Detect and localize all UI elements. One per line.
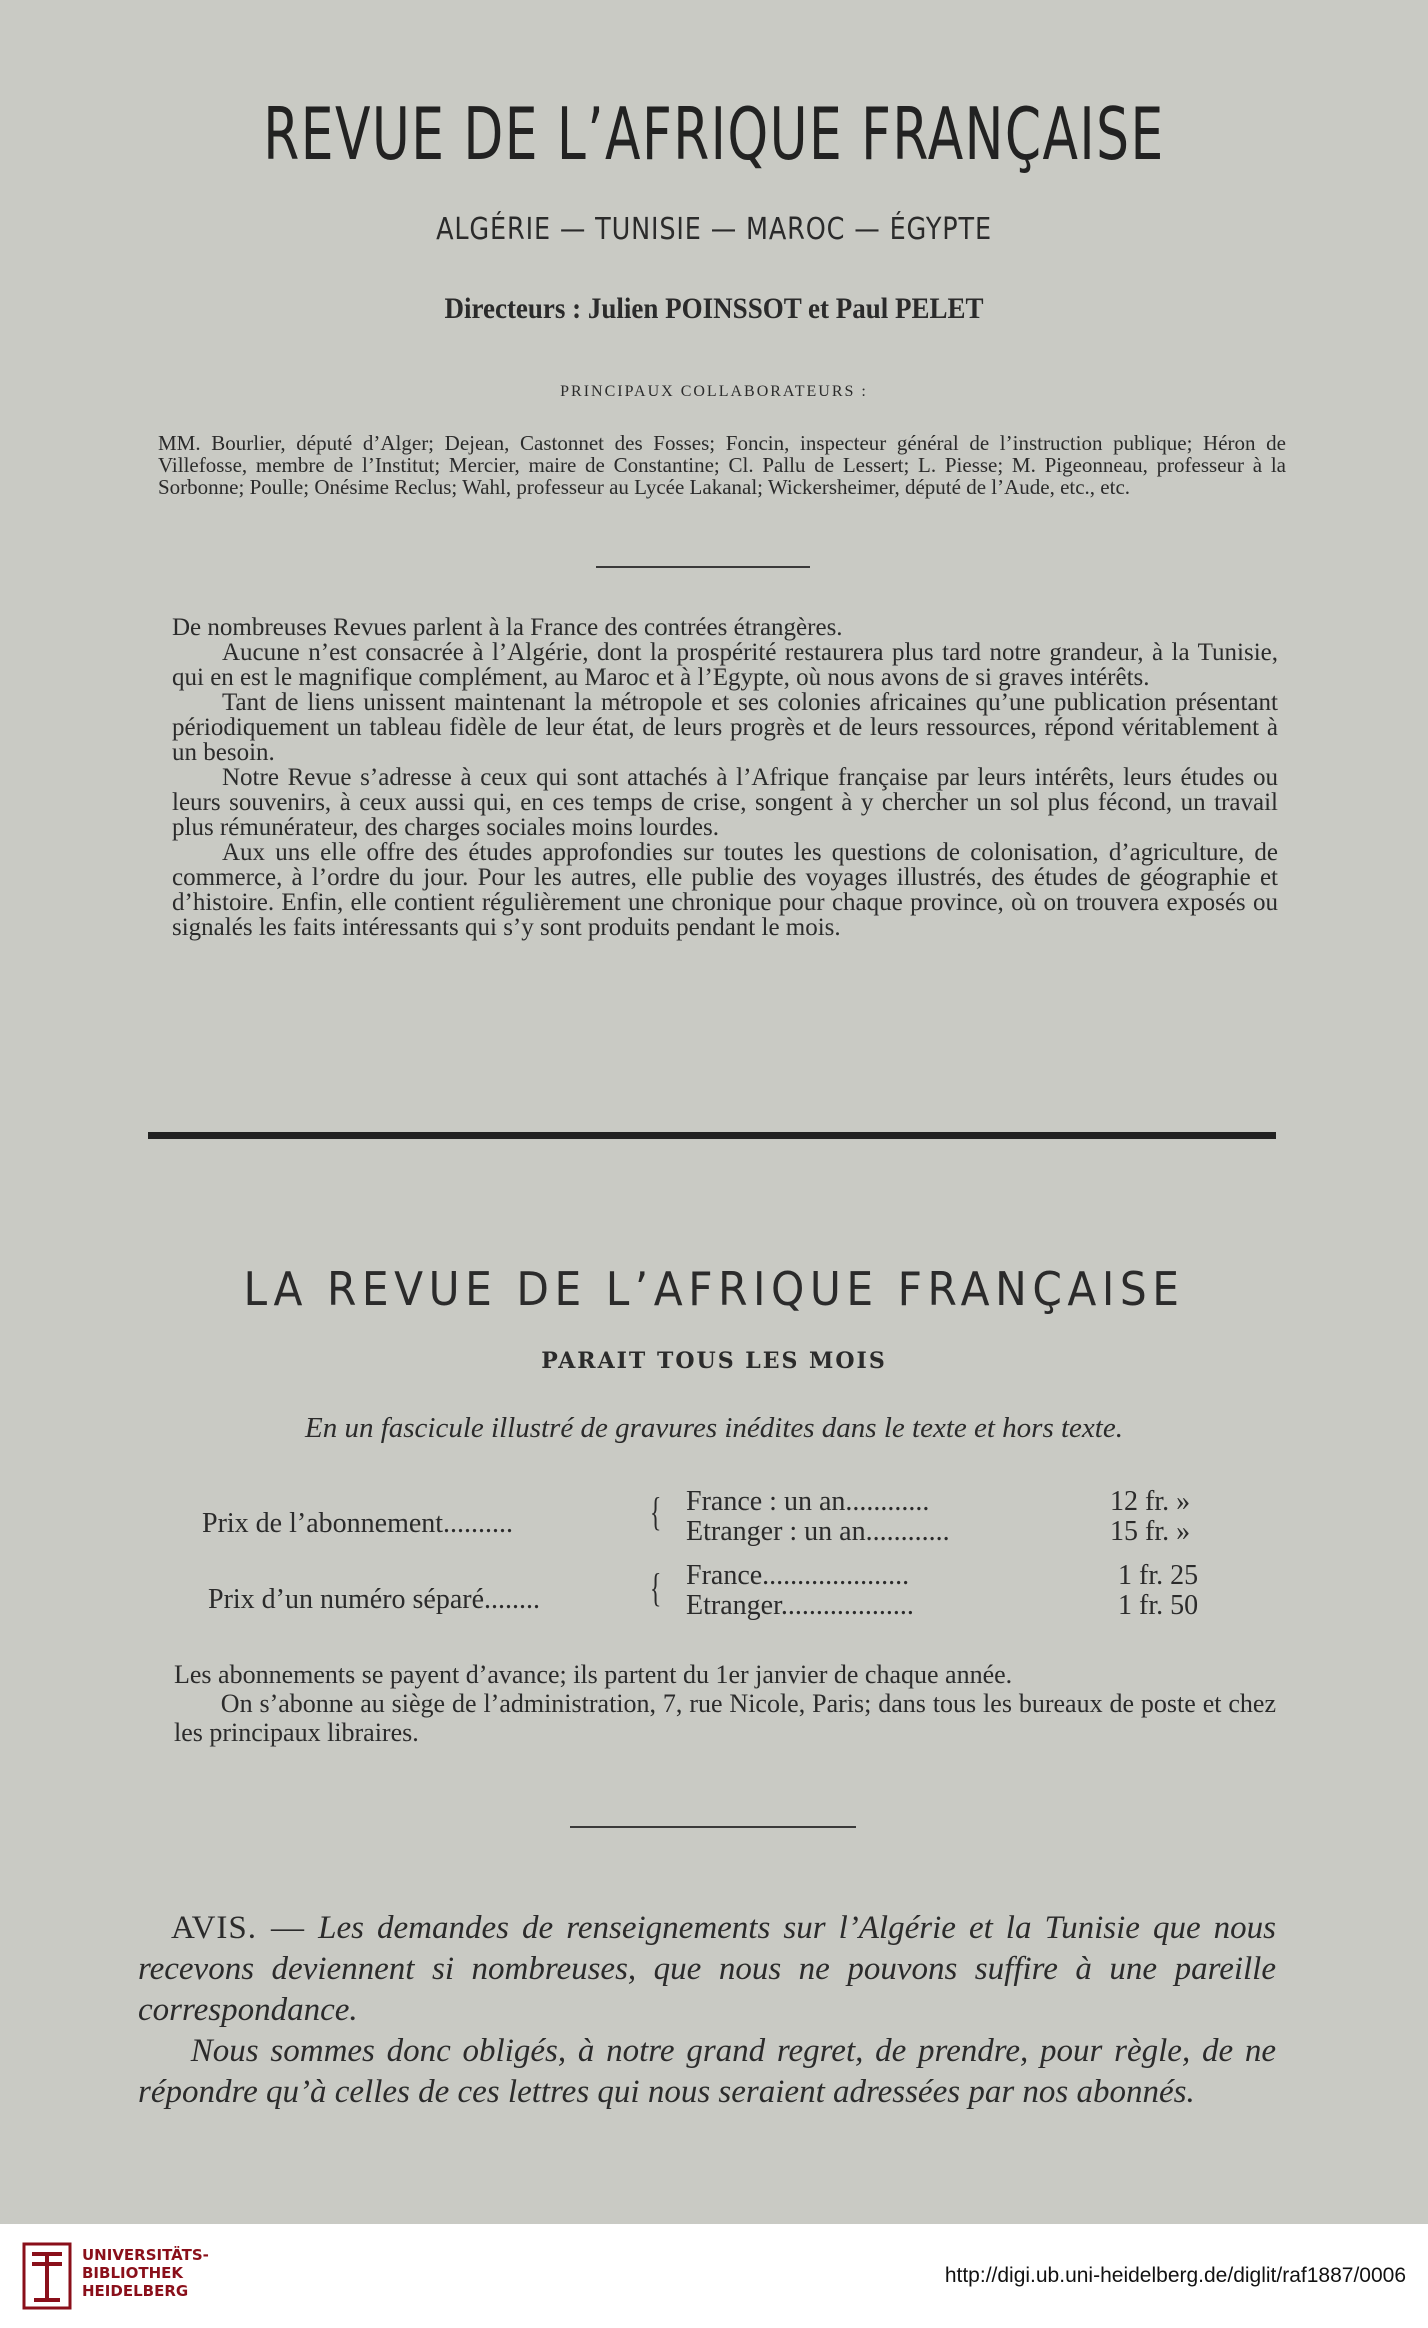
footer-bar [0,2224,1428,2328]
price-amount: 12 fr. » [1110,1486,1191,1517]
notice-label: AVIS. — [171,1910,306,1946]
notice-block [138,1908,1276,2113]
brace-icon: { [649,1565,662,1610]
price-line: Etranger................... [686,1590,914,1621]
intro-paragraph: Tant de liens unissent maintenant la métropole et ses colonies africaines qu’une publication présentant périodiquement un tableau fidèle de leur état, de leurs progrès et de leurs ressources, répond véritablement à un besoin. [172,689,1278,766]
intro-paragraph: Aux uns elle offre des études approfondies sur toutes les questions de colonisation, d’agriculture, de commerce, à l’ordre du jour. Pour les autres, elle publie des voyages illustrés, des études de géographie et d’histoire. Enfin, elle contient régulièrement une chronique pour chaque province, où on trouvera exposés ou signalés les faits intéressants qui s’y sont produits pendant le mois. [172,839,1278,941]
subscription-notes [174,1660,1276,1747]
short-divider-bottom [570,1826,856,1828]
library-name-line: HEIDELBERG [82,2282,189,2300]
library-logo-icon [22,2242,72,2310]
price-amount: 1 fr. 25 [1118,1560,1199,1591]
collaborators-list: MM. Bourlier, député d’Alger; Dejean, Castonnet des Fosses; Foncin, inspecteur général de l’instruction publique; Héron de Villefosse, membre de l’Institut; Mercier, maire de Constantine; Cl. Pallu de Lessert; L. Piesse; M. Pigeonneau, professeur à la Sorbonne; Poulle; Onésime Reclus; Wahl, professeur au Lycée Lakanal; Wickersheimer, député de l’Aude, etc., etc. [158,431,1286,499]
subscription-note: On s’abonne au siège de l’administration, 7, rue Nicole, Paris; dans tous les bureaux de poste et chez les principaux libraires. [174,1689,1276,1747]
countries-subtitle: ALGÉRIE — TUNISIE — MAROC — ÉGYPTE [436,212,992,247]
notice-paragraph [138,1908,1276,2031]
short-divider-top [596,566,810,568]
journal-title: REVUE DE L’AFRIQUE FRANÇAISE [263,92,1165,176]
brace-icon: { [649,1489,662,1534]
intro-paragraph: Notre Revue s’adresse à ceux qui sont attachés à l’Afrique française par leurs intérêts, leurs études ou leurs souvenirs, à ceux aussi qui, en ces temps de crise, songent à y chercher un sol plus fécond, un travail plus rémunérateur, des charges sociales moins lourdes. [172,764,1278,841]
library-name-line: UNIVERSITÄTS- [82,2246,209,2264]
notice-paragraph: Nous sommes donc obligés, à notre grand regret, de prendre, pour règle, de ne répondre qu’à celles de ces lettres qui nous seraient adressées par nos abonnés. [138,2033,1276,2110]
section-divider [148,1132,1276,1139]
subscription-note: Les abonnements se payent d’avance; ils partent du 1er janvier de chaque année. [174,1660,1013,1689]
directors-line: Directeurs : Julien POINSSOT et Paul PELET [444,292,984,325]
notice-text: Les demandes de renseignements sur l’Algérie et la Tunisie que nous recevons deviennent si nombreuses, que nous ne pouvons suffire à une pareille correspondance. [138,1910,1276,2028]
intro-paragraph: Aucune n’est consacrée à l’Algérie, dont la prospérité restaurera plus tard notre grandeur, à la Tunisie, qui en est le magnifique complément, au Maroc et à l’Egypte, où nous avons de si graves intérêts. [172,639,1278,691]
price-line: Etranger : un an............ [686,1516,950,1547]
format-line: En un fascicule illustré de gravures inédites dans le texte et hors texte. [305,1412,1123,1444]
source-url-link[interactable]: http://digi.ub.uni-heidelberg.de/diglit/raf1887/0006 [944,2264,1406,2287]
library-name-line: BIBLIOTHEK [82,2264,183,2282]
frequency-line: PARAIT TOUS LES MOIS [541,1348,887,1374]
subscription-label: Prix de l’abonnement.......... [202,1508,514,1539]
offer-title: LA REVUE DE L’AFRIQUE FRANÇAISE [243,1262,1185,1316]
single-issue-label: Prix d’un numéro séparé........ [208,1584,541,1615]
library-name [82,2246,209,2300]
price-line: France..................... [686,1560,910,1591]
price-line: France : un an............ [686,1486,930,1517]
collaborators-heading: PRINCIPAUX COLLABORATEURS : [560,383,868,400]
intro-paragraph: De nombreuses Revues parlent à la France des contrées étrangères. [172,614,843,641]
price-amount: 1 fr. 50 [1118,1590,1199,1621]
price-amount: 15 fr. » [1110,1516,1191,1547]
intro-text [172,615,1278,940]
